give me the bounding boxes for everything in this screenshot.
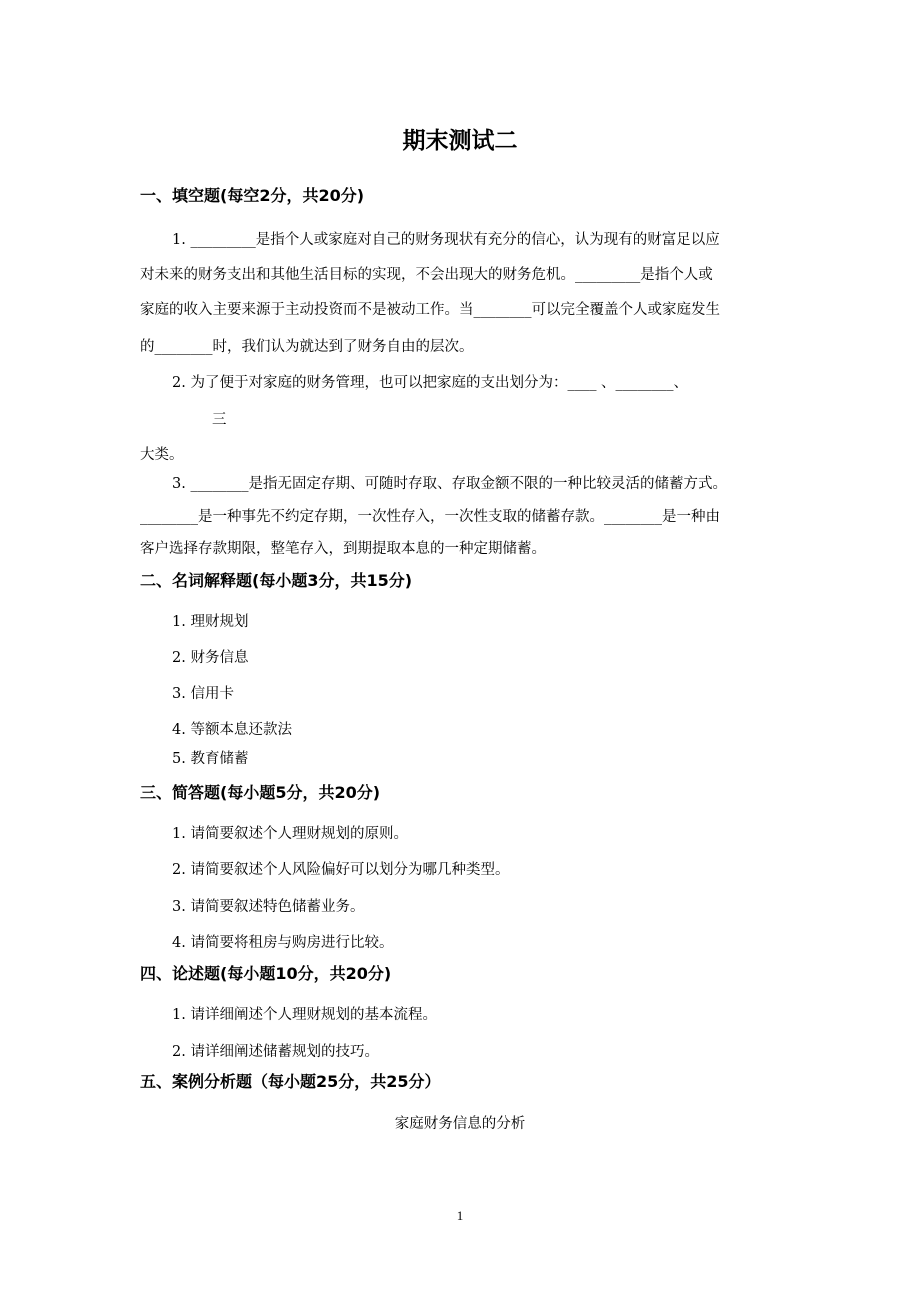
- section-3-heading: 三、简答题(每小题5分，共20分): [140, 783, 381, 802]
- list-item: 5. 教育储蓄: [172, 751, 249, 767]
- section-1-heading: 一、填空题(每空2分，共20分): [140, 186, 365, 205]
- case-title: 家庭财务信息的分析: [394, 1116, 526, 1132]
- list-item: 1. 请简要叙述个人理财规划的原则。: [172, 826, 408, 842]
- fill-blank-line: 2. 为了便于对家庭的财务管理，也可以把家庭的支出划分为：____ 、________、: [172, 375, 689, 391]
- list-item: 3. 信用卡: [172, 686, 234, 702]
- list-item: 3. 请简要叙述特色储蓄业务。: [172, 899, 365, 915]
- list-item: 2. 请详细阐述储蓄规划的技巧。: [172, 1044, 379, 1060]
- fill-blank-line: 家庭的收入主要来源于主动投资而不是被动工作。当________可以完全覆盖个人或家庭发生: [140, 302, 720, 318]
- fill-blank-line: 的________时，我们认为就达到了财务自由的层次。: [140, 339, 474, 355]
- fill-blank-line: 大类。: [140, 447, 184, 463]
- section-2-heading: 二、名词解释题(每小题3分，共15分): [140, 571, 413, 590]
- list-item: 2. 财务信息: [172, 650, 249, 666]
- list-item: 1. 请详细阐述个人理财规划的基本流程。: [172, 1007, 437, 1023]
- list-item: 2. 请简要叙述个人风险偏好可以划分为哪几种类型。: [172, 862, 510, 878]
- list-item: 4. 等额本息还款法: [172, 722, 292, 738]
- fill-blank-line: 客户选择存款期限，整笔存入，到期提取本息的一种定期储蓄。: [140, 541, 546, 557]
- fill-blank-line: 3. ________是指无固定存期、可随时存取、存取金额不限的一种比较灵活的储蓄方式。: [172, 476, 727, 492]
- fill-blank-line: 1. _________是指个人或家庭对自己的财务现状有充分的信心，认为现有的财富足以应: [172, 232, 720, 248]
- fill-blank-line: 对未来的财务支出和其他生活目标的实现，不会出现大的财务危机。_________是指个人或: [140, 267, 713, 283]
- list-item: 1. 理财规划: [172, 614, 249, 630]
- document-title: 期末测试二: [402, 128, 518, 154]
- section-4-heading: 四、论述题(每小题10分，共20分): [140, 964, 392, 983]
- list-item: 4. 请简要将租房与购房进行比较。: [172, 935, 394, 951]
- page-number: 1: [456, 1208, 464, 1223]
- section-5-heading: 五、案例分析题（每小题25分，共25分）: [140, 1072, 441, 1091]
- fill-blank-line: 三: [212, 412, 227, 428]
- fill-blank-line: ________是一种事先不约定存期，一次性存入，一次性支取的储蓄存款。________是一种由: [140, 509, 720, 525]
